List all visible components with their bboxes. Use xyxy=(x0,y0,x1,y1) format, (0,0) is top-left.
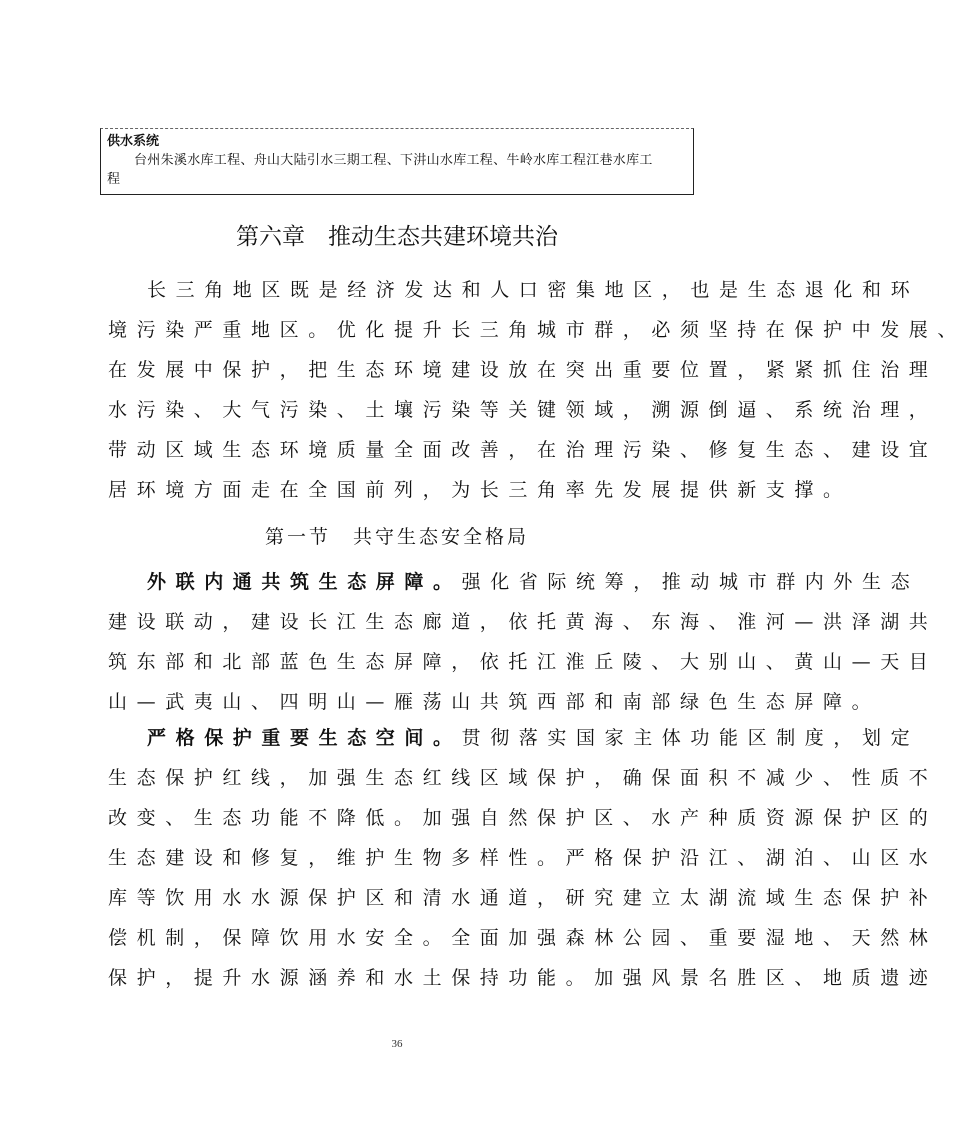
box-text-line-1: 台州朱溪水库工程、舟山大陆引水三期工程、下汫山水库工程、牛岭水库工程江巷水库工 xyxy=(134,153,653,168)
text-line: 建设联动，建设长江生态廊道，依托黄海、东海、淮河—洪泽湖共 xyxy=(108,611,938,633)
page-number: 36 xyxy=(391,1038,403,1050)
text-line: 库等饮用水水源保护区和清水通道，研究建立太湖流域生态保护补 xyxy=(108,887,938,909)
text-line xyxy=(108,718,920,758)
text-line: 山—武夷山、四明山—雁荡山共筑西部和南部绿色生态屏障。 xyxy=(108,691,881,713)
text-line: 偿机制，保障饮用水安全。全面加强森林公园、重要湿地、天然林 xyxy=(108,927,938,949)
text-line: 生态保护红线，加强生态红线区域保护，确保面积不减少、性质不 xyxy=(108,767,938,789)
text-line: 保护，提升水源涵养和水土保持功能。加强风景名胜区、地质遗迹 xyxy=(108,967,938,989)
text-line: 带动区域生态环境质量全面改善，在治理污染、修复生态、建设宜 xyxy=(108,439,938,461)
text-line: 筑东部和北部蓝色生态屏障，依托江淮丘陵、大别山、黄山—天目 xyxy=(108,651,938,673)
text-line: 在发展中保护，把生态环境建设放在突出重要位置，紧紧抓住治理 xyxy=(108,359,938,381)
supply-system-box xyxy=(100,128,694,195)
paragraph-lead-bold: 严格保护重要生态空间。 xyxy=(147,727,462,749)
chapter-title: 第六章 推动生态共建环境共治 xyxy=(236,224,558,250)
text-line: 居环境方面走在全国前列，为长三角率先发展提供新支撑。 xyxy=(108,479,852,501)
text-line: 生态建设和修复，维护生物多样性。严格保护沿江、湖泊、山区水 xyxy=(108,847,938,869)
paragraph-lead-rest: 强化省际统筹，推动城市群内外生态 xyxy=(461,571,920,593)
text-line: 水污染、大气污染、土壤污染等关键领域，溯源倒逼、系统治理， xyxy=(108,399,938,421)
text-line: 境污染严重地区。优化提升长三角城市群，必须坚持在保护中发展、 xyxy=(108,319,966,341)
text-line: 改变、生态功能不降低。加强自然保护区、水产种质资源保护区的 xyxy=(108,807,938,829)
box-text-line-2: 程 xyxy=(107,172,121,187)
paragraph-lead-rest: 贯彻落实国家主体功能区制度，划定 xyxy=(461,727,920,749)
paragraph-ecological-space xyxy=(108,718,938,998)
paragraph-lead-bold: 外联内通共筑生态屏障。 xyxy=(147,571,462,593)
text-line xyxy=(108,562,920,602)
box-heading: 供水系统 xyxy=(107,134,160,149)
paragraph-ecological-barrier xyxy=(108,562,938,722)
intro-paragraph xyxy=(108,270,966,510)
section-title: 第一节 共守生态安全格局 xyxy=(264,526,529,548)
text-line: 长三角地区既是经济发达和人口密集地区，也是生态退化和环 xyxy=(147,279,920,301)
